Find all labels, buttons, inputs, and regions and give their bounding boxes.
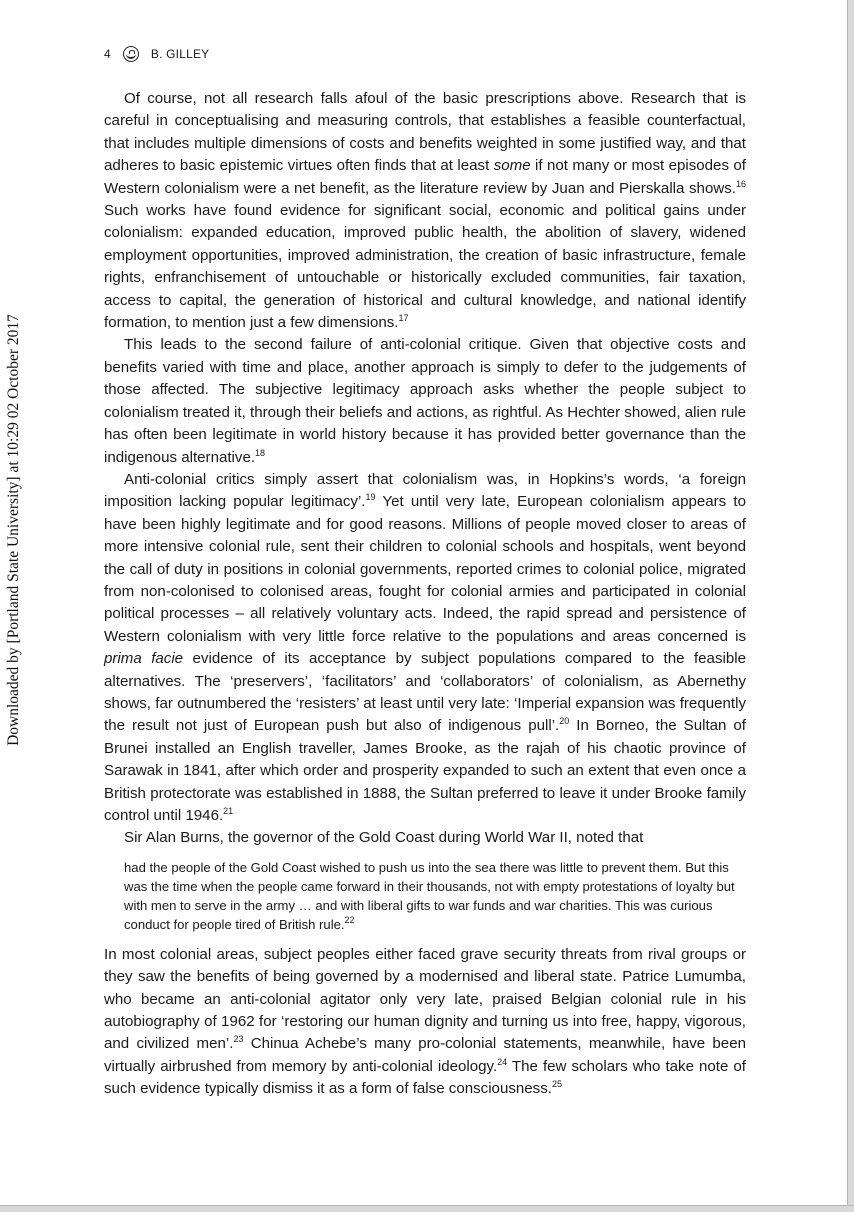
quote-text	[124, 858, 746, 934]
italic-text: prima facie	[104, 650, 184, 668]
footnote-ref[interactable]: 16	[735, 178, 746, 189]
page-edge-right	[847, 0, 854, 1212]
download-note-text: Downloaded by [Portland State University] at 10:29 02 October 2017	[5, 314, 22, 746]
text-run: In Borneo, the Sultan of Brunei installed an English traveller, James Brooke, as the rajah of his chaotic province of Sarawak in 1841, after which order and prosperity expanded to such an extent that even once a British protectorate was established in 1888, the Sultan preferred to leave it under Brooke family control until 1946.	[104, 717, 746, 824]
text-run: The few scholars who take note of such evidence typically dismiss it as a form of false consciousness.	[104, 1057, 746, 1098]
publisher-logo-icon	[123, 46, 139, 62]
italic-text: some	[493, 157, 531, 175]
text-run: evidence of its acceptance by subject populations compared to the feasible alternatives. The ‘preservers’, ‘facilitators’ and ‘collaborators’ of colonialism, as Abernethy shows, far outnumbered the ‘resisters’ at least until very late: ‘Imperial expansion was frequently the result not just of European push but also of indigenous pull’.	[104, 650, 746, 735]
paragraph-2	[104, 334, 746, 468]
text-run: This leads to the second failure of anti-colonial critique. Given that objective costs and benefits varied with time and place, another approach is simply to defer to the judgements of those affected. The subjective legitimacy approach asks whether the people subject to colonialism treated it, through their beliefs and actions, as rightful. As Hechter showed, alien rule has often been legitimate in world history because it has provided better governance than the indigenous alternative.	[104, 336, 746, 466]
page-edge-bottom	[0, 1205, 854, 1212]
text-run: Anti-colonial critics simply assert that colonialism was, in Hopkins’s words, ‘a foreign imposition lacking popular legitimacy’.	[104, 470, 746, 511]
footnote-ref[interactable]: 23	[233, 1034, 244, 1045]
text-run: had the people of the Gold Coast wished to push us into the sea there was little to prevent them. But this was the time when the people came forward in their thousands, not with empty protestations of loyalty but with men to serve in the army … and with liberal gifts to war funds and war charities. This was curious conduct for people tired of British rule.	[124, 859, 735, 932]
block-quote	[124, 858, 746, 934]
text-run: Yet until very late, European colonialism appears to have been highly legitimate and for good reasons. Millions of people moved closer to areas of more intensive colonial rule, sent their children to colonial schools and hospitals, went beyond the call of duty in positions in colonial governments, reported crimes to colonial police, migrated from non-colonised to colonised areas, fought for colonial armies and participated in colonial political processes – all relatively voluntary acts. Indeed, the rapid spread and persistence of Western colonialism with very little force relative to the populations and areas concerned is	[104, 493, 746, 645]
footnote-ref[interactable]: 19	[365, 492, 376, 503]
footnote-ref[interactable]: 22	[344, 914, 355, 925]
running-author: B. GILLEY	[150, 47, 210, 61]
paragraph-1	[104, 88, 746, 334]
article-body	[104, 88, 746, 1101]
quote-intro: Sir Alan Burns, the governor of the Gold Coast during World War II, noted that	[124, 829, 644, 847]
footnote-ref[interactable]: 24	[497, 1056, 508, 1067]
paragraph-5	[104, 944, 746, 1101]
download-watermark	[4, 210, 24, 850]
footnote-ref[interactable]: 18	[255, 447, 266, 458]
text-run: In most colonial areas, subject peoples either faced grave security threats from rival groups or they saw the benefits of being governed by a modernised and liberal state. Patrice Lumumba, who became an anti-colonial agitator only very late, praised Belgian colonial rule in his autobiography of 1962 for ‘restoring our human dignity and turning us into free, happy, vigorous, and civilized men’.	[104, 945, 746, 1053]
text-run: Chinua Achebe’s many pro-colonial statements, meanwhile, have been virtually airbrushed from memory by anti-colonial ideology.	[104, 1035, 746, 1075]
text-run: Of course, not all research falls afoul of the basic prescriptions above. Research that is careful in conceptualising and measuring controls, that establishes a feasible counterfactual, that includes multiple dimensions of costs and benefits weighted in some justified way, and that adheres to basic epistemic virtues often finds that at least	[104, 90, 746, 175]
footnote-ref[interactable]: 25	[551, 1079, 562, 1090]
text-run: Such works have found evidence for significant social, economic and political gains under colonialism: expanded education, improved public health, the abolition of slavery, widened employment opportunities, improved administration, the creation of basic infrastructure, female rights, enfranchisement of untouchable or historically excluded communities, fair taxation, access to capital, the generation of historical and cultural knowledge, and national identify formation, to mention just a few dimensions.	[104, 202, 746, 332]
footnote-ref[interactable]: 21	[223, 806, 234, 816]
paragraph-3	[104, 469, 746, 828]
page-number: 4	[104, 47, 111, 61]
text-run: if not many or most episodes of Western colonialism were a net benefit, as the literature review by Juan and Pierskalla shows.	[104, 157, 746, 197]
footnote-ref[interactable]: 17	[398, 313, 409, 324]
footnote-ref[interactable]: 20	[559, 716, 570, 727]
running-header	[104, 44, 209, 64]
